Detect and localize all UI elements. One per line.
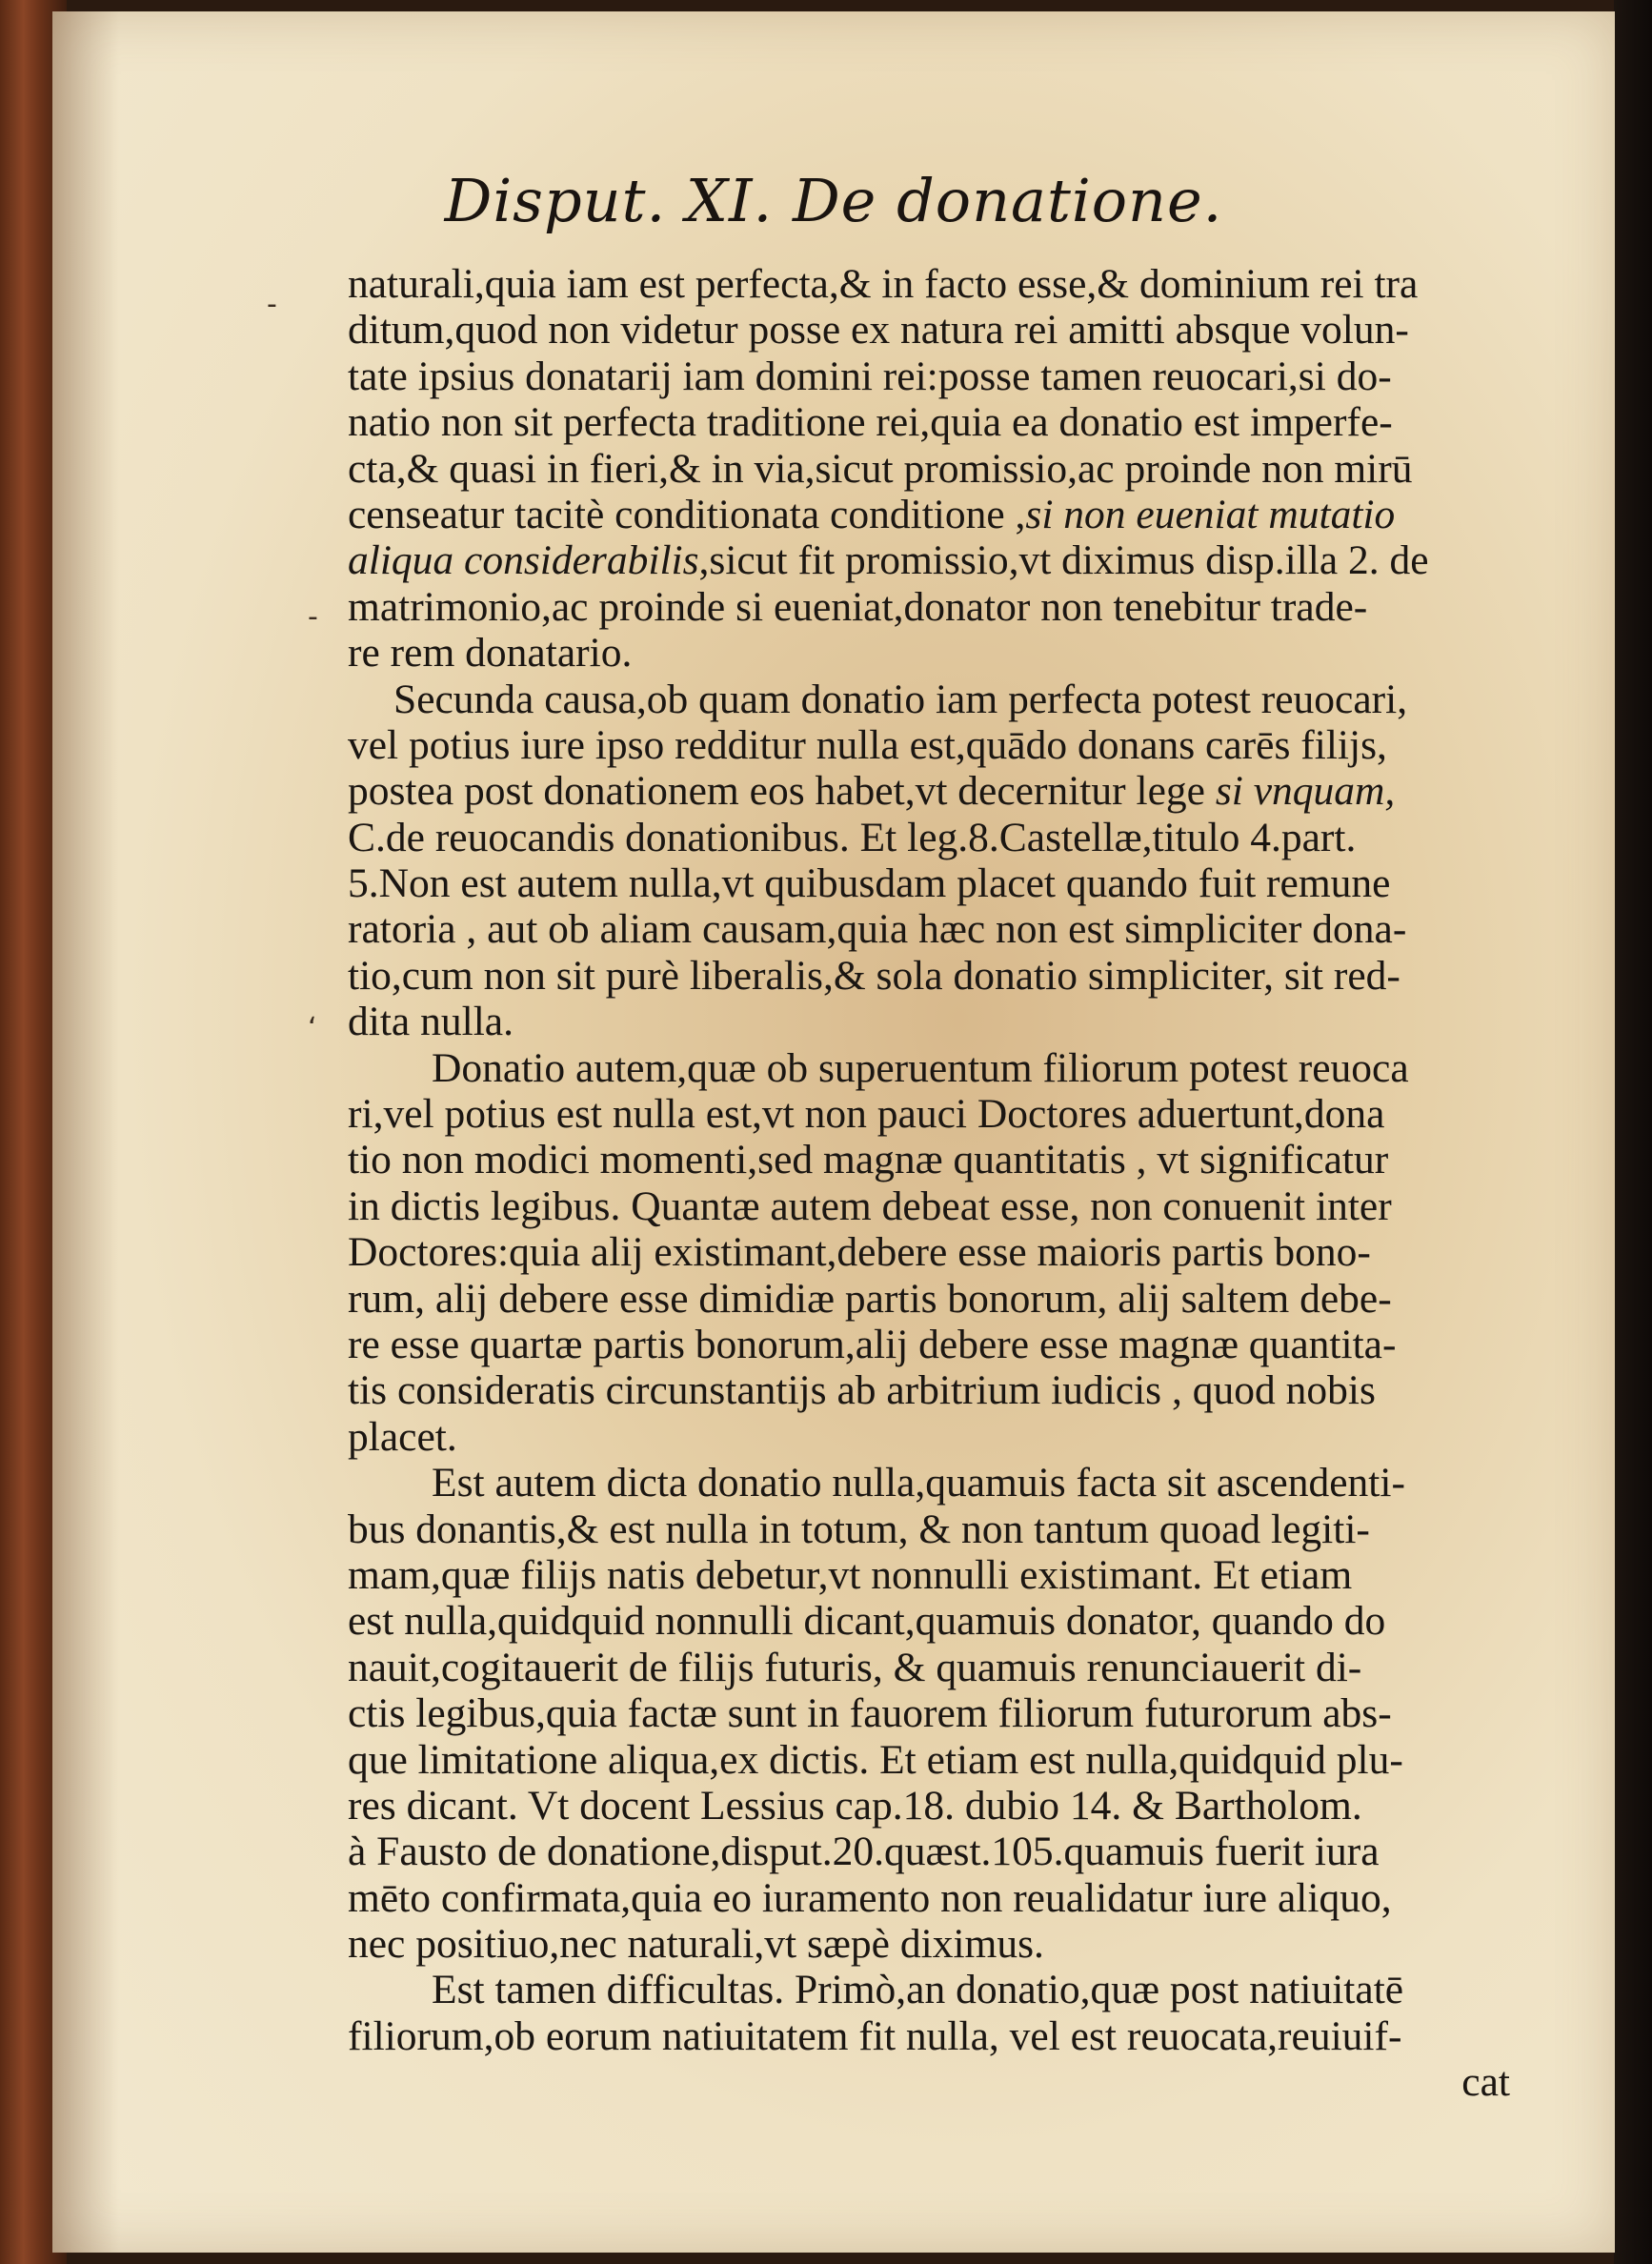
- body-text: [348, 261, 1586, 2106]
- text-line: tio non modici momenti,sed magnæ quantitatis , vt significatur: [348, 1137, 1389, 1183]
- text-line: naturali,quia iam est perfecta,& in facto esse,& dominium rei tra: [348, 261, 1419, 307]
- text-line: re rem donatario.: [348, 630, 633, 677]
- text-segment: censeatur tacitè conditionata conditione ,: [348, 491, 1026, 537]
- margin-dash-mark: -: [267, 288, 277, 321]
- text-line: ratoria , aut ob aliam causam,quia hæc non est simpliciter dona-: [348, 906, 1407, 953]
- text-line: C.de reuocandis donationibus. Et leg.8.Castellæ,titulo 4.part.: [348, 814, 1357, 860]
- text-line: natio non sit perfecta traditione rei,quia ea donatio est imperfe-: [348, 399, 1393, 446]
- text-line: que limitatione aliqua,ex dictis. Et etiam est nulla,quidquid plu-: [348, 1736, 1403, 1783]
- text-line: mēto confirmata,quia eo iuramento non reualidatur iure aliquo,: [348, 1874, 1392, 1921]
- text-line: [348, 768, 1586, 814]
- text-line: tate ipsius donatarij iam domini rei:posse tamen reuocari,si do-: [348, 353, 1392, 399]
- italic-segment: aliqua considerabilis: [348, 537, 699, 584]
- text-line: 5.Non est autem nulla,vt quibusdam placet quando fuit remune: [348, 860, 1391, 907]
- catchword: cat: [1461, 2059, 1510, 2106]
- text-line: matrimonio,ac proinde si eueniat,donator non tenebitur trade-: [348, 583, 1368, 630]
- text-line: Doctores:quia alij existimant,debere esse maioris partis bono-: [348, 1229, 1371, 1276]
- text-line: filiorum,ob eorum natiuitatem fit nulla, vel est reuocata,reuiuif-: [348, 2012, 1402, 2059]
- italic-segment: si non eueniat mutatio: [1025, 491, 1396, 537]
- text-line: tis consideratis circunstantijs ab arbitrium iudicis , quod nobis: [348, 1367, 1376, 1414]
- text-line: à Fausto de donatione,disput.20.quæst.105.quamuis fuerit iura: [348, 1829, 1380, 1875]
- text-line: bus donantis,& est nulla in totum, & non tantum quoad legiti-: [348, 1506, 1370, 1552]
- text-segment: ,sicut fit promissio,vt diximus disp.illa 2. de: [698, 537, 1429, 584]
- text-line: cta,& quasi in fieri,& in via,sicut promissio,ac proinde non mirū: [348, 445, 1413, 492]
- text-line: Est autem dicta donatio nulla,quamuis facta sit ascendenti-: [432, 1460, 1405, 1506]
- text-line: ctis legibus,quia factæ sunt in fauorem filiorum futurorum abs-: [348, 1690, 1392, 1737]
- text-line: Est tamen difficultas. Primò,an donatio,quæ post natiuitatē: [432, 1967, 1404, 2013]
- italic-segment: si vnquam,: [1215, 768, 1396, 815]
- text-line: ri,vel potius est nulla est,vt non pauci Doctores aduertunt,dona: [348, 1091, 1385, 1138]
- text-line: nauit,cogitauerit de filijs futuris, & quamuis renunciauerit di-: [348, 1644, 1362, 1690]
- text-line: [348, 537, 1586, 583]
- text-line: placet.: [348, 1413, 457, 1460]
- text-line: ditum,quod non videtur posse ex natura rei amitti absque volun-: [348, 307, 1409, 354]
- text-line: in dictis legibus. Quantæ autem debeat esse, non conuenit inter: [348, 1183, 1392, 1229]
- text-line: nec positiuo,nec naturali,vt sæpè diximus.: [348, 1921, 1044, 1968]
- text-line: est nulla,quidquid nonnulli dicant,quamuis donator, quando do: [348, 1598, 1386, 1645]
- margin-dash-mark: ʻ: [308, 1012, 317, 1045]
- text-line: Donatio autem,quæ ob superuentum filiorum potest reuoca: [432, 1044, 1409, 1091]
- text-line: Secunda causa,ob quam donatio iam perfecta potest reuocari,: [393, 676, 1408, 722]
- page-right-shadow: [1614, 0, 1652, 2264]
- text-line: [348, 492, 1586, 537]
- text-line: re esse quartæ partis bonorum,alij debere esse magnæ quantita-: [348, 1321, 1397, 1367]
- text-line: vel potius iure ipso redditur nulla est,quādo donans carēs filijs,: [348, 721, 1387, 768]
- text-line: dita nulla.: [348, 999, 514, 1045]
- text-line: res dicant. Vt docent Lessius cap.18. dubio 14. & Bartholom.: [348, 1782, 1362, 1829]
- page-header-title: Disput. XI. De donatione.: [444, 166, 1223, 235]
- text-line: mam,quæ filijs natis debetur,vt nonnulli existimant. Et etiam: [348, 1551, 1353, 1598]
- text-line: tio,cum non sit purè liberalis,& sola donatio simpliciter, sit red-: [348, 952, 1400, 999]
- margin-dash-mark: -: [308, 600, 318, 634]
- text-line: rum, alij debere esse dimidiæ partis bonorum, alij saltem debe-: [348, 1275, 1392, 1322]
- text-segment: postea post donationem eos habet,vt decernitur lege: [348, 768, 1216, 815]
- book-page: [52, 11, 1615, 2253]
